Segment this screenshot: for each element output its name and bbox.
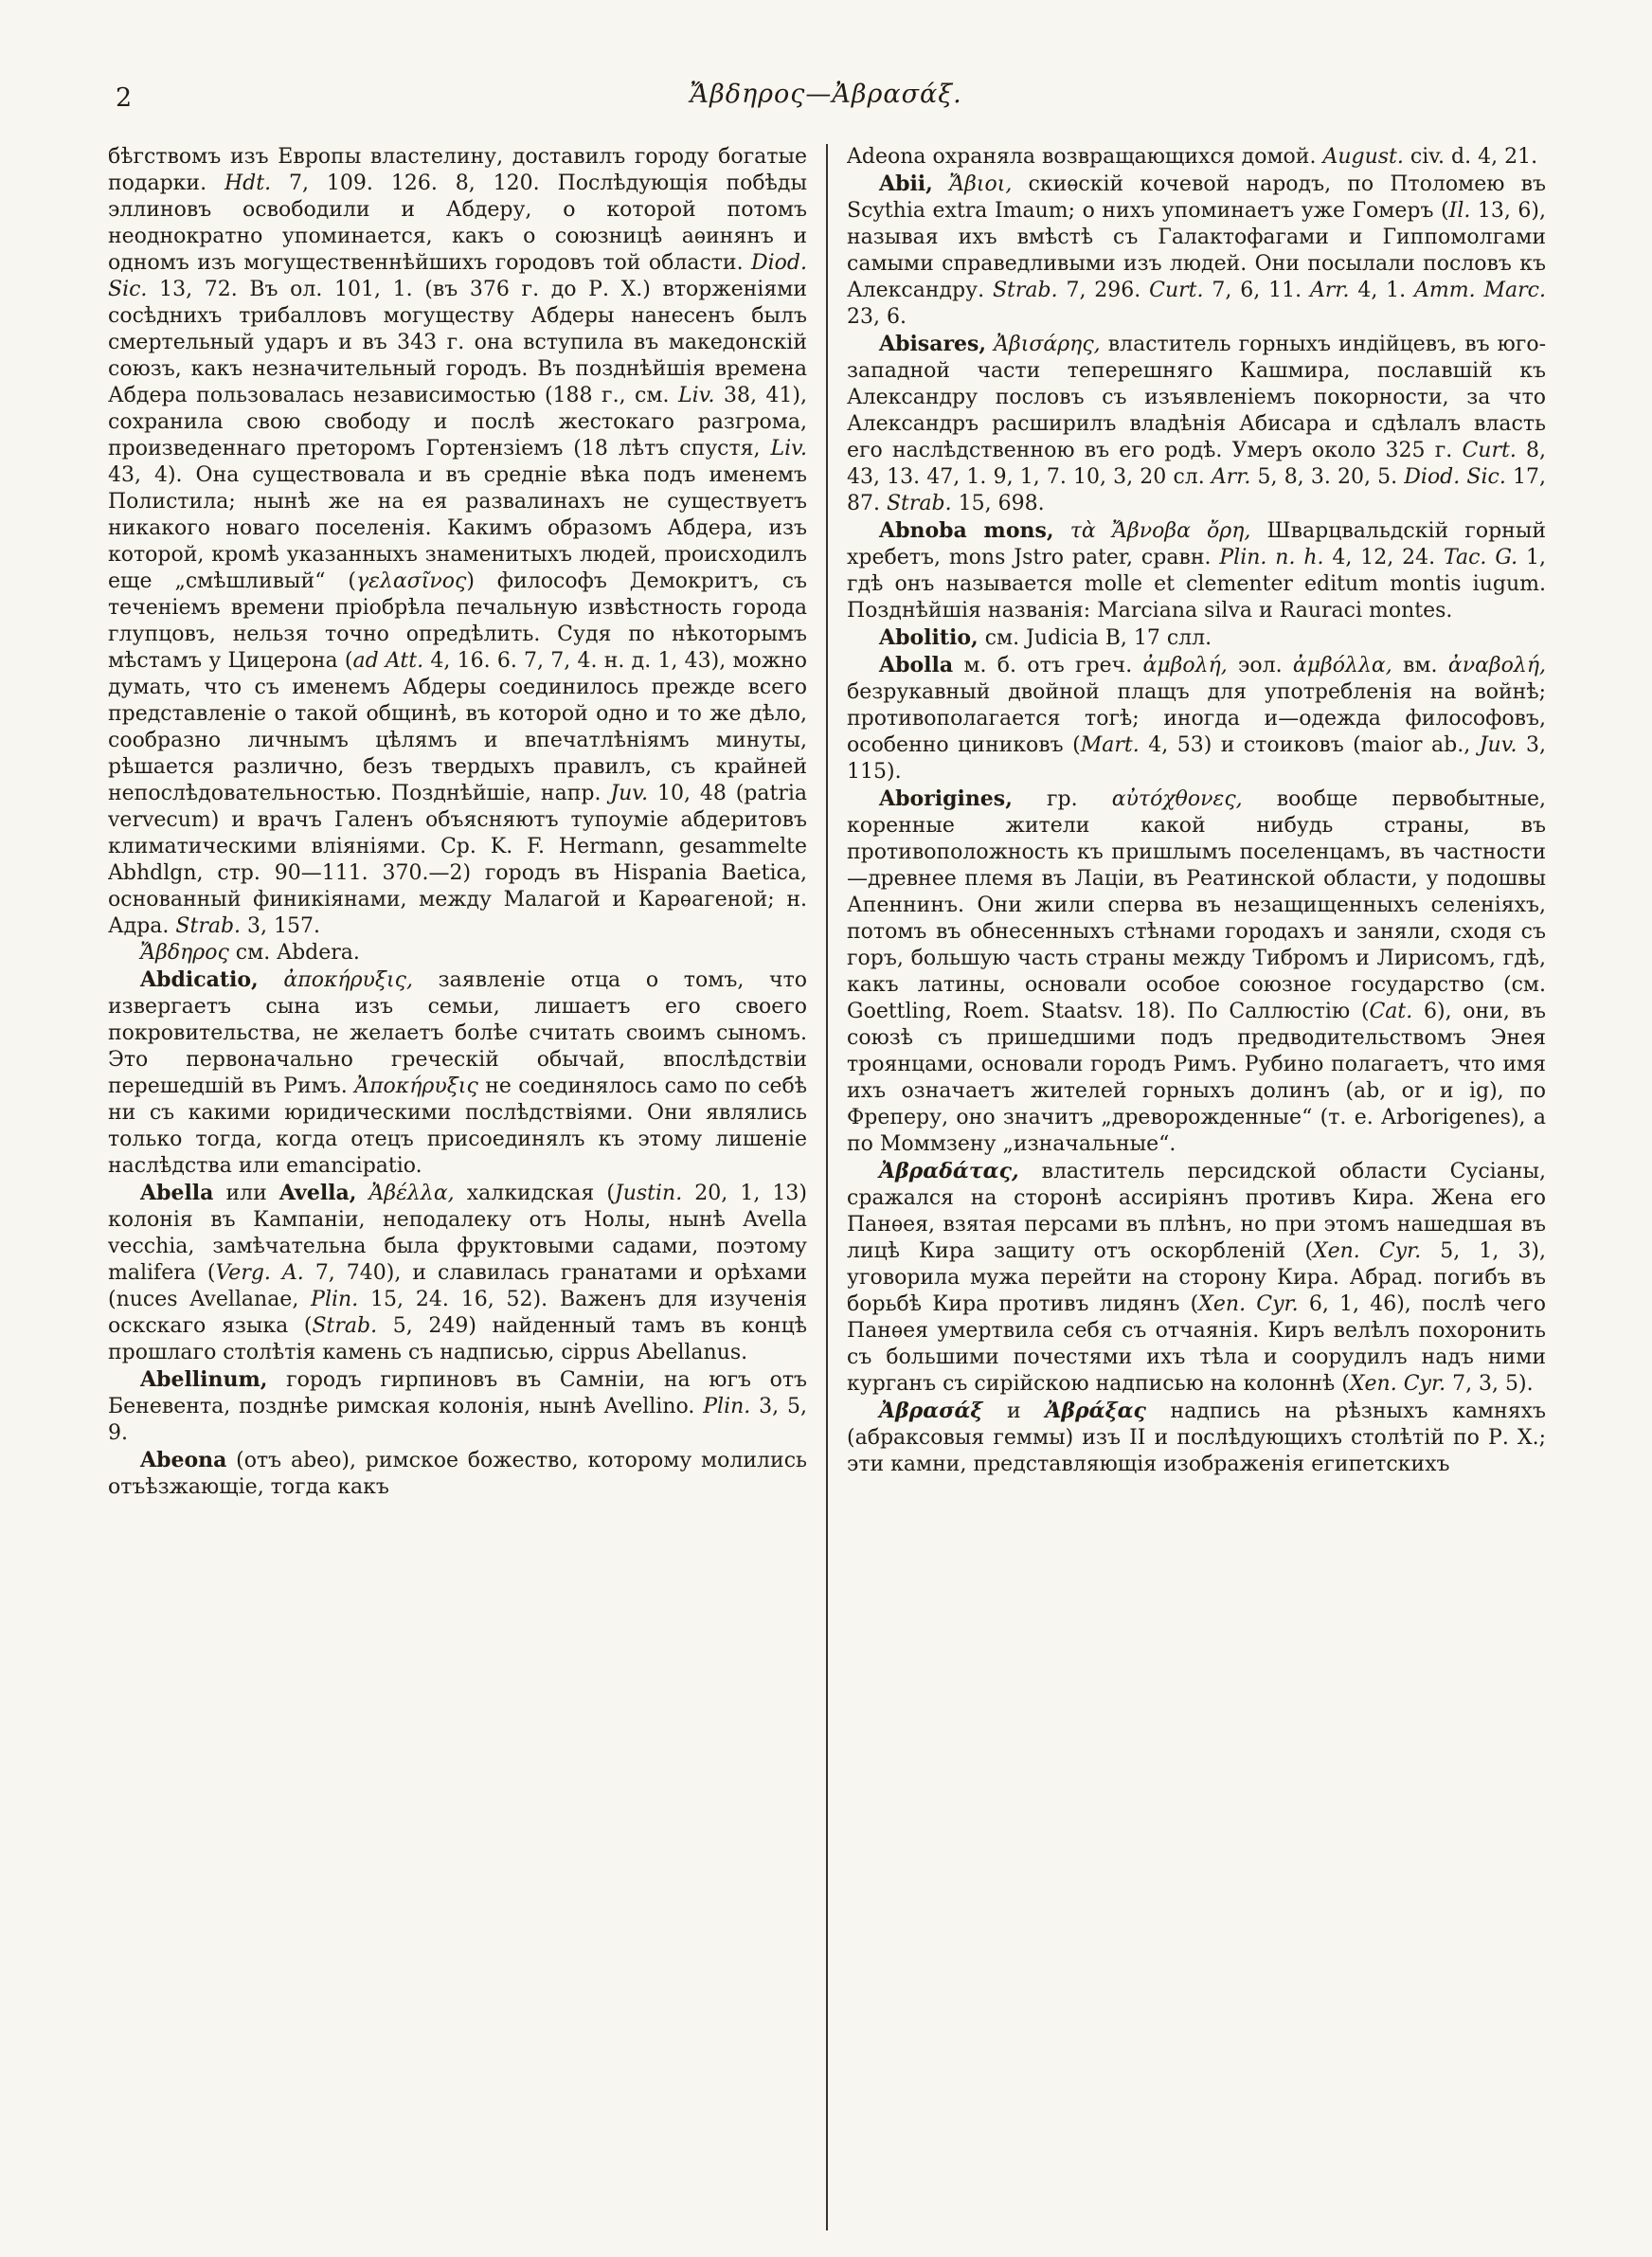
entry-text: Strab.: [312, 1314, 378, 1338]
entry-text: Strab.: [886, 492, 952, 515]
entry-text: αὐτόχθονες,: [1111, 787, 1243, 811]
entry-text: 3, 5, 9.: [108, 1395, 807, 1445]
entry-headword: Abeona: [140, 1448, 227, 1472]
entry-text: Ἄβδηρος: [140, 941, 229, 965]
entry-paragraph: [847, 624, 1546, 652]
entry-headword: Avella,: [278, 1181, 357, 1205]
entry-headword: Abellinum,: [140, 1367, 268, 1392]
entry-text: Ἀβισάρης,: [986, 333, 1101, 356]
entry-paragraph: [108, 144, 807, 940]
entry-headword: Abdicatio,: [140, 967, 259, 992]
entry-text: 15, 24. 16, 52). Важенъ для изученія оскскаго языка (: [108, 1288, 807, 1338]
entry-text: Шварцвальдскій горный хребетъ, mons Jstro pater, сравн.: [847, 519, 1546, 569]
entry-text: см. Judicia B, 17 слл.: [978, 626, 1212, 650]
column-right: [847, 144, 1546, 2230]
entry-text: Plin.: [311, 1288, 359, 1311]
entry-text: 5, 1, 3), уговорила мужа перейти на сторону Кира. Абрад. погибъ въ борьбѣ Кира противъ лидянъ (: [847, 1239, 1546, 1316]
entry-headword: Aborigines,: [879, 786, 1013, 811]
entry-text: Liv.: [677, 384, 715, 407]
entry-headword: Ἀβρασάξ: [879, 1399, 983, 1423]
entry-text: 7, 109. 126. 8, 120. Послѣдующія побѣды эллиновъ освободили и Абдеру, о которой потомъ неоднократно упоминается, какъ о союзницѣ аѳинянъ и одномъ изъ могущественнѣйшихъ городовъ той области.: [108, 172, 807, 275]
entry-paragraph: [847, 171, 1546, 331]
entry-headword: Ἀβράξας: [1045, 1399, 1146, 1423]
entry-text: надпись на рѣзныхъ камняхъ (абраксовыя геммы) изъ II и послѣдующихъ столѣтій по Р. Х.; эти камни, представляющія изображенія египетскихъ: [847, 1399, 1546, 1476]
entry-text: 23, 6.: [847, 305, 907, 329]
entry-text: Arr.: [1309, 279, 1350, 302]
entry-text: властитель горныхъ индійцевъ, въ юго-западной части теперешняго Кашмира, пославшій къ Александру пословъ съ изъявленіемъ покорности, за что Александръ расширилъ владѣнія Абисара и сдѣлалъ власть его наслѣдственною въ его родѣ. Умеръ около 325 г.: [847, 333, 1546, 462]
entry-text: 7, 740), и славилась гранатами и орѣхами (nuces Avellanae,: [108, 1261, 807, 1311]
entry-text: Il.: [1448, 199, 1471, 223]
entry-text: 6), они, въ союзѣ съ пришедшими подъ предводительствомъ Энея троянцами, основали городъ Римъ. Рубино полагаетъ, что имя ихъ означаетъ жителей горныхъ долинъ (ab, or и ig), по Фреперу, оно значитъ „древорожденные“ (т. е. Arborigenes), а по Моммзену „изначальные“.: [847, 1000, 1546, 1156]
entry-text: civ. d. 4, 21.: [1403, 145, 1538, 169]
entry-text: Arr.: [1211, 465, 1251, 489]
entry-text: 13, 6), называя ихъ вмѣстѣ съ Галактофагами и Гиппомолгами самыми справедливыми изъ людей. Они посылали пословъ къ Александру.: [847, 199, 1546, 302]
entry-text: 4, 12, 24.: [1323, 546, 1445, 569]
entry-headword: Abisares,: [879, 332, 987, 356]
entry-text: (отъ abeo), римское божество, которому молились отъѣзжающіе, тогда какъ: [108, 1449, 807, 1499]
entry-text: 1, гдѣ онъ называется molle et clementer editum montis iugum. Позднѣйшія названія: Marciana silva и Rauraci montes.: [847, 546, 1546, 623]
entry-text: 38, 41), сохранила свою свободу и послѣ жестокаго разгрома, произведеннаго преторомъ Гортензіемъ (18 лѣтъ спустя,: [108, 384, 807, 460]
entry-text: гр.: [1012, 787, 1112, 811]
entry-text: 43, 4). Она существовала и въ средніе вѣка подъ именемъ Полистила; нынѣ же на ея развалинахъ не существуетъ никакого новаго поселенія. Какимъ образомъ Абдера, изъ которой, кромѣ указанныхъ знаменитыхъ людей, происходилъ еще „смѣшливый“ (: [108, 463, 807, 593]
entry-text: Plin. n. h.: [1219, 546, 1324, 569]
entry-text: 7, 296.: [1057, 279, 1150, 302]
entry-paragraph: [847, 331, 1546, 517]
entry-text: ἀναβολή,: [1447, 654, 1546, 677]
entry-paragraph: [108, 966, 807, 1180]
entry-text: 5, 8, 3. 20, 5.: [1250, 465, 1405, 489]
column-left: [108, 144, 807, 2230]
entry-text: эол.: [1227, 654, 1293, 677]
entry-text: ) философъ Демокритъ, съ теченіемъ времени пріобрѣла печальную извѣстность города глупцовъ, нельзя точно опредѣлить. Судя по нѣкоторымъ мѣстамъ у Цицерона (: [108, 569, 807, 673]
entry-text: или: [213, 1182, 279, 1205]
entry-paragraph: [847, 1398, 1546, 1478]
entry-text: 13, 72. Въ ол. 101, 1. (въ 376 г. до Р. Х.) вторженіями сосѣднихъ трибалловъ могуществу Абдеры нанесенъ былъ смертельный ударъ и въ 343 г. она вступила въ македонскій союзъ, какъ незначительный городъ. Въ позднѣйшія времена Абдера пользовалась независимостью (188 г., см.: [108, 278, 807, 407]
entry-text: 4, 53) и стоиковъ (maior ab.,: [1139, 733, 1480, 757]
entry-text: 4, 16. 6. 7, 7, 4. н. д. 1, 43), можно думать, что съ именемъ Абдеры соединилось прежде всего представленіе о такой общинѣ, въ которой одно и то же дѣло, сообразно личнымъ цѣлямъ и впечатлѣніямъ минуты, рѣшается различно, безъ твердыхъ правилъ, съ крайней непослѣдовательностью. Позднѣйшіе, напр.: [108, 649, 807, 805]
entry-text: Strab.: [175, 914, 242, 938]
entry-text: и: [982, 1399, 1046, 1423]
entry-text: 3, 115).: [847, 733, 1546, 784]
entry-text: Hdt.: [224, 172, 272, 195]
entry-headword: Abnoba mons,: [879, 518, 1054, 543]
entry-text: Diod. Sic.: [1404, 465, 1506, 489]
entry-text: Mart.: [1080, 733, 1140, 757]
entry-text: м. б. отъ греч.: [953, 654, 1143, 677]
entry-text: ἀποκήρυξις,: [258, 968, 413, 992]
entry-text: Cat.: [1369, 1000, 1413, 1023]
entry-text: ἀμβόλλα,: [1292, 654, 1392, 677]
entry-headword: Abolla: [879, 653, 954, 677]
entry-text: ad Att.: [352, 649, 424, 673]
entry-text: городъ гирпиновъ въ Самніи, на югъ отъ Беневента, позднѣе римская колонія, нынѣ Avellino.: [108, 1368, 807, 1418]
entry-text: Juv.: [610, 782, 649, 805]
column-divider: [826, 144, 828, 2230]
entry-text: Ἀβέλλα,: [356, 1182, 455, 1205]
entry-text: 17, 87.: [847, 465, 1546, 515]
entry-text: вообще первобытные, коренные жители какой нибудь страны, въ противоположность къ пришлымъ поселенцамъ, въ частности—древнее племя въ Лаціи, въ Реатинской области, у подошвы Апеннинъ. Они жили сперва въ незащищенныхъ селеніяхъ, потомъ въ обнесенныхъ стѣнами городахъ и заняли, сходя съ горъ, большую часть страны между Тибромъ и Лирисомъ, гдѣ, какъ латины, основали особое союзное государство (см. Goettling, Roem. Staatsv. 18). По Саллюстію (: [847, 787, 1546, 1023]
text-area: [108, 144, 1546, 2230]
entry-text: Diod. Sic.: [108, 251, 807, 301]
entry-paragraph: [847, 517, 1546, 624]
entry-text: 5, 249) найденный тамъ въ концѣ прошлаго столѣтія камень съ надписью, cippus Abellanus.: [108, 1314, 807, 1364]
entry-text: ἀμβολή,: [1142, 654, 1228, 677]
entry-text: Justin.: [614, 1182, 683, 1205]
entry-text: Verg. A.: [215, 1261, 304, 1285]
entry-text: 20, 1, 13) колонія въ Кампаніи, неподалеку отъ Нолы, нынѣ Avella vecchia, замѣчательна была фруктовыми садами, поэтому malifera (: [108, 1182, 807, 1285]
entry-paragraph: [847, 785, 1546, 1158]
entry-text: Liv.: [770, 437, 807, 460]
entry-text: безрукавный двойной плащъ для употребленія на войнѣ; противополагается тогѣ; иногда и—одежда философовъ, особенно циниковъ (: [847, 680, 1546, 757]
entry-headword: Abella: [140, 1181, 214, 1205]
entry-text: Xen. Cyr.: [1349, 1372, 1446, 1396]
entry-text: γελασῖνος: [356, 569, 467, 593]
entry-text: 8, 43, 13. 47, 1. 9, 1, 7. 10, 3, 20 сл.: [847, 439, 1546, 489]
entry-text: заявленіе отца о томъ, что извергаетъ сына изъ семьи, лишаетъ его своего покровительства, не желаетъ болѣе считать своимъ сыномъ. Это первоначально греческій обычай, впослѣдствіи перешедшій въ Римъ.: [108, 968, 807, 1098]
entry-text: 3, 157.: [241, 914, 320, 938]
entry-text: Amm. Marc.: [1414, 279, 1546, 302]
entry-text: τὰ Ἄβνοβα ὄρη,: [1053, 519, 1251, 543]
entry-text: Adeona охраняла возвращающихся домой.: [847, 145, 1323, 169]
entry-text: 7, 3, 5).: [1446, 1372, 1534, 1396]
entry-text: Juv.: [1479, 733, 1517, 757]
entry-text: Plin.: [703, 1395, 751, 1418]
entry-text: скиѳскій кочевой народъ, по Птоломею въ Scythia extra Imaum; о нихъ упоминаетъ уже Гомеръ (: [847, 172, 1546, 223]
page-number: 2: [116, 83, 133, 113]
entry-paragraph: [108, 1180, 807, 1366]
entry-headword: Ἀβραδάτας,: [879, 1159, 1019, 1183]
entry-text: не соединялось само по себѣ ни съ какими юридическими послѣдствіями. Они являлись только тогда, когда отецъ присоединялъ къ этому лишеніе наслѣдства или emancipatio.: [108, 1074, 807, 1178]
entry-headword: Abolitio,: [879, 625, 979, 650]
running-head: Ἄβδηρος—Ἀβρασάξ.: [690, 80, 962, 109]
entry-paragraph: [847, 652, 1546, 785]
entry-text: бѣгствомъ изъ Европы властелину, доставилъ городу богатые подарки.: [108, 145, 807, 195]
entry-text: Tac. G.: [1444, 546, 1518, 569]
entry-paragraph: [108, 1447, 807, 1501]
entry-text: August.: [1322, 145, 1404, 169]
entry-headword: Abii,: [879, 172, 933, 196]
entry-paragraph: [108, 1366, 807, 1447]
entry-text: 4, 1.: [1349, 279, 1415, 302]
entry-text: Curt.: [1149, 279, 1204, 302]
entry-text: вм.: [1392, 654, 1448, 677]
entry-paragraph: [847, 144, 1546, 171]
entry-text: 10, 48 (patria vervecum) и врачъ Галенъ объясняютъ тупоуміе абдеритовъ климатическими вліяніями. Ср. K. F. Hermann, gesammelte Abhdlgn, стр. 90—111. 370.—2) городъ въ Hispania Baetica, основанный финикіянами, между Малагой и Карѳагеной; н. Адра.: [108, 782, 807, 938]
entry-text: Xen. Cyr.: [1312, 1239, 1422, 1263]
entry-text: 15, 698.: [951, 492, 1045, 515]
entry-text: властитель персидской области Сусіаны, сражался на сторонѣ ассиріянъ противъ Кира. Жена его Панѳея, взятая персами въ плѣнъ, но при этомъ нашедшая въ лицѣ Кира защиту отъ оскорбленій (: [847, 1160, 1546, 1263]
page-header: [112, 80, 1540, 119]
entry-text: см. Abdera.: [228, 941, 360, 965]
entry-text: Strab.: [992, 279, 1058, 302]
entry-text: халкидская (: [454, 1182, 615, 1205]
entry-text: Curt.: [1462, 439, 1517, 462]
entry-text: Xen. Cyr.: [1198, 1292, 1299, 1316]
entry-text: 6, 1, 46), послѣ чего Панѳея умертвила себя съ отчаянія. Киръ велѣлъ похоронить съ большими почестями ихъ тѣла и соорудилъ надъ ними курганъ съ сирійскою надписью на колоннѣ (: [847, 1292, 1546, 1396]
entry-paragraph: [847, 1158, 1546, 1398]
entry-text: Ἄβιοι,: [932, 172, 1013, 196]
entry-paragraph: [108, 940, 807, 966]
entry-text: Ἀποκήρυξις: [354, 1074, 478, 1098]
entry-text: 7, 6, 11.: [1203, 279, 1310, 302]
